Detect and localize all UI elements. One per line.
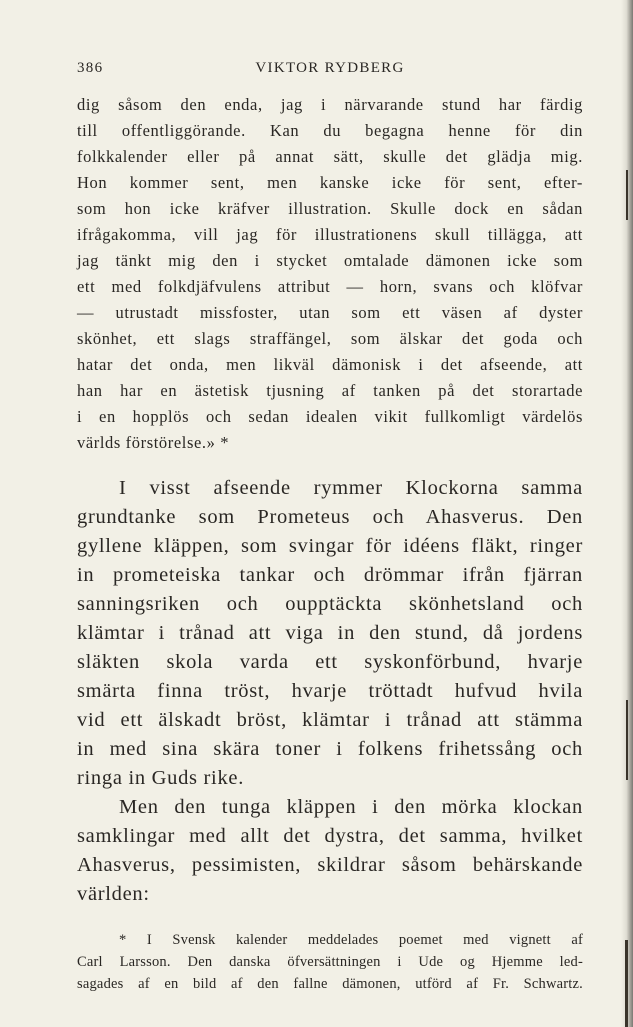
page-number: 386 bbox=[77, 60, 104, 76]
text-line: in med sina skära toner i folkens frihetssång och bbox=[77, 738, 583, 760]
text-line: dig såsom den enda, jag i närvarande stund har färdig bbox=[77, 95, 583, 114]
text-line: vid ett älskadt bröst, klämtar i trånad att stämma bbox=[77, 709, 583, 731]
text-line: smärta finna tröst, hvarje tröttadt hufvud hvila bbox=[77, 680, 583, 702]
text-line: till offentliggörande. Kan du begagna henne för din bbox=[77, 121, 583, 140]
text-line: samklingar med allt det dystra, det samma, hvilket bbox=[77, 825, 583, 847]
page-header bbox=[77, 60, 583, 82]
text-line: ringa in Guds rike. bbox=[77, 767, 245, 789]
page-edge-shadow bbox=[621, 0, 633, 1027]
text-line: — utrustadt missfoster, utan som ett väsen af dyster bbox=[77, 303, 583, 322]
text-line: släkten skola varda ett syskonförbund, hvarje bbox=[77, 651, 583, 673]
footnote-line: Carl Larsson. Den danska öfversättningen i Ude og Hjemme led- bbox=[77, 954, 583, 970]
text-line: Ahasverus, pessimisten, skildrar såsom behärskande bbox=[77, 854, 583, 876]
text-line: jag tänkt mig den i stycket omtalade dämonen icke som bbox=[77, 251, 583, 270]
page-edge-line bbox=[625, 940, 628, 1027]
text-line: I visst afseende rymmer Klockorna samma bbox=[119, 477, 583, 499]
page-edge-line bbox=[626, 170, 628, 220]
text-line: skönhet, ett slags straffängel, som älskar det goda och bbox=[77, 329, 583, 348]
text-line: i en hopplös och sedan idealen vikit fullkomligt värdelös bbox=[77, 407, 583, 426]
footnote-line: * I Svensk kalender meddelades poemet med vignett af bbox=[119, 932, 583, 948]
text-line: ifrågakomma, vill jag för illustrationens skull tillägga, att bbox=[77, 225, 583, 244]
running-title: VIKTOR RYDBERG bbox=[255, 60, 405, 76]
text-line: världen: bbox=[77, 883, 150, 905]
text-line: gyllene kläppen, som svingar för idéens fläkt, ringer bbox=[77, 535, 583, 557]
text-line: som hon icke kräfver illustration. Skulle dock en sådan bbox=[77, 199, 583, 218]
text-line: Men den tunga kläppen i den mörka klockan bbox=[119, 796, 583, 818]
text-line: världs förstörelse.» * bbox=[77, 433, 230, 452]
text-line: grundtanke som Prometeus och Ahasverus. Den bbox=[77, 506, 583, 528]
text-line: hatar det onda, men likväl dämonisk i det afseende, att bbox=[77, 355, 583, 374]
text-line: sanningsriken och oupptäckta skönhetsland och bbox=[77, 593, 583, 615]
text-line: han har en ästetisk tjusning af tanken på det storartade bbox=[77, 381, 583, 400]
text-line: folkkalender eller på annat sätt, skulle det glädja mig. bbox=[77, 147, 583, 166]
footnote-line: sagades af en bild af den fallne dämonen, utförd af Fr. Schwartz. bbox=[77, 976, 583, 992]
text-line: klämtar i trånad att viga in den stund, då jordens bbox=[77, 622, 583, 644]
text-line: Hon kommer sent, men kanske icke för sent, efter- bbox=[77, 173, 583, 192]
page-edge-line bbox=[626, 700, 628, 780]
text-line: in prometeiska tankar och drömmar ifrån fjärran bbox=[77, 564, 583, 586]
text-line: ett med folkdjäfvulens attribut — horn, svans och klöfvar bbox=[77, 277, 583, 296]
